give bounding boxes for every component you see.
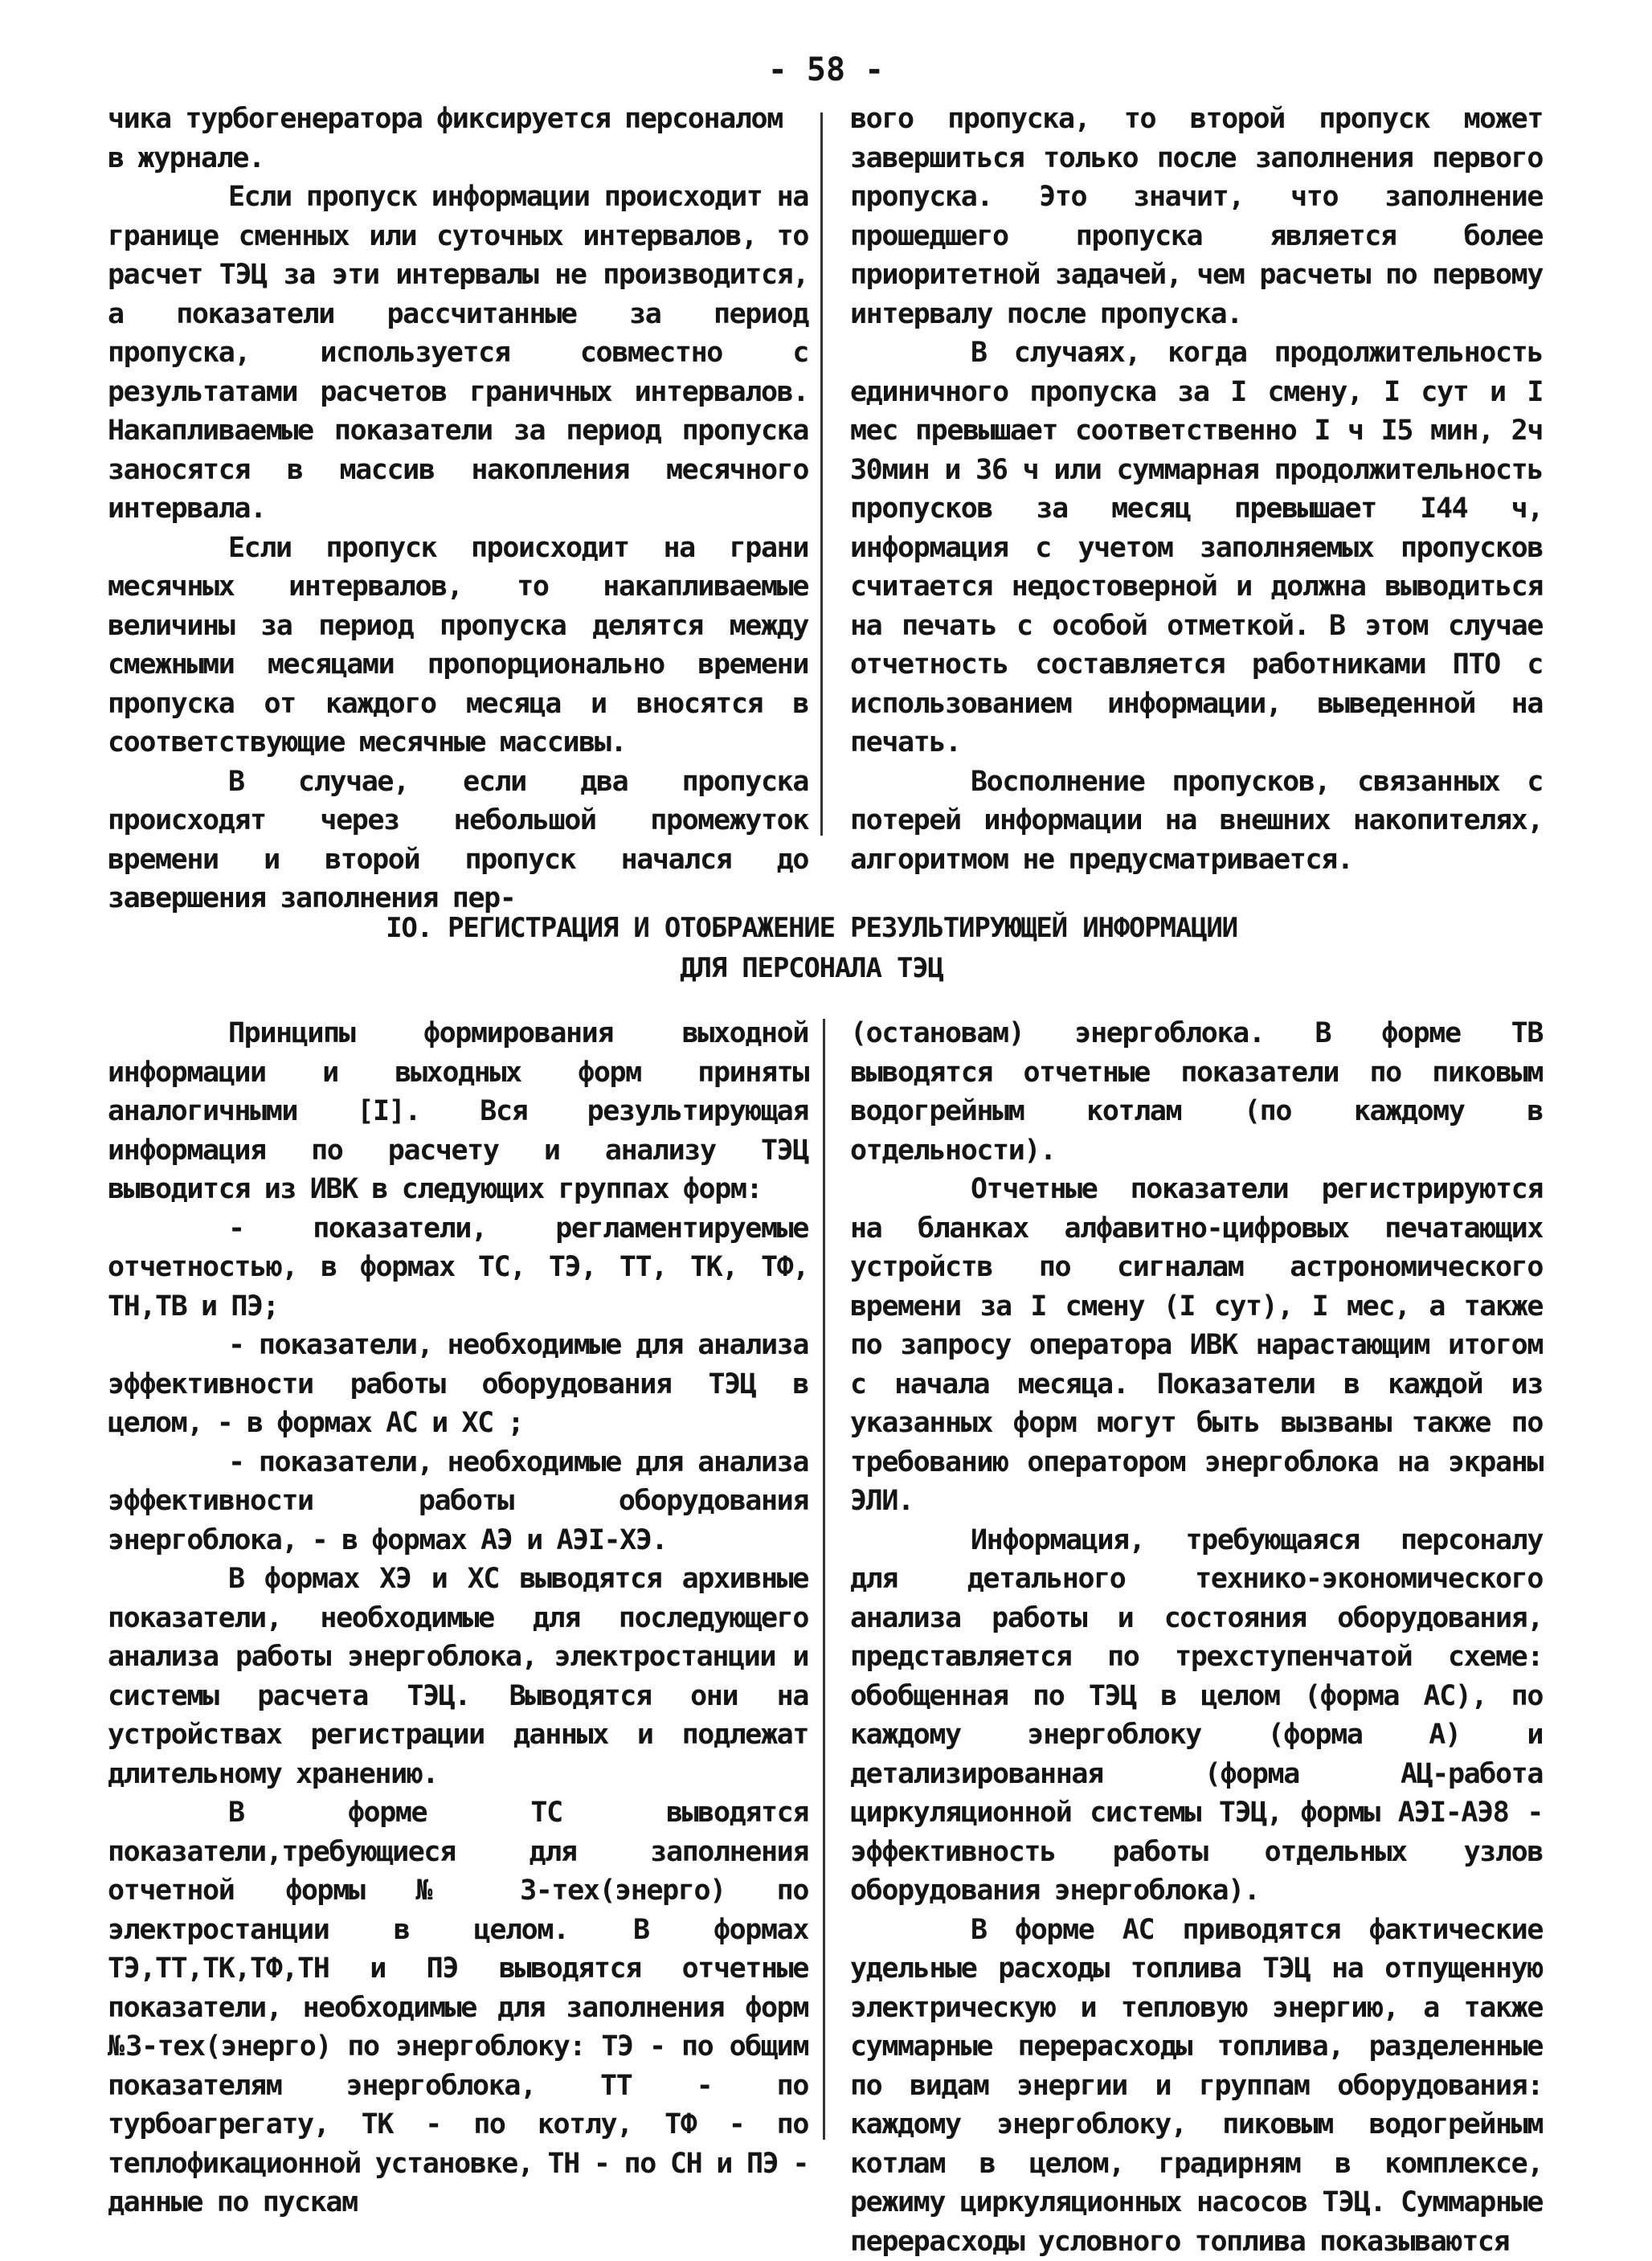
top-right-column: [850, 100, 1543, 879]
paragraph: - показатели, необходимые для анализа эффективности работы оборудования ТЭЦ в целом, - в формах АС и ХС ;: [108, 1326, 808, 1443]
paragraph: вого пропуска, то второй пропуск может завершиться только после заполнения первого пропуска. Это значит, что заполнение прошедшего пропуска является более приоритетной задачей, чем расчеты по первому интервалу после пропуска.: [850, 100, 1543, 333]
paragraph: Принципы формирования выходной информации и выходных форм приняты аналогичными [I]. Вся результирующая информация по расчету и анализу ТЭЦ выводится из ИВК в следующих группах форм:: [108, 1014, 808, 1209]
bottom-right-column: [850, 1014, 1543, 2261]
section-title-line-1: IO. РЕГИСТРАЦИЯ И ОТОБРАЖЕНИЕ РЕЗУЛЬТИРУЮЩЕЙ ИНФОРМАЦИИ: [241, 908, 1382, 948]
paragraph: Отчетные показатели регистрируются на бланках алфавитно-цифровых печатающих устройств по сигналам астрономического времени за I смену (I сут), I мес, а также по запросу оператора ИВК нарастающим итогом с начала месяца. Показатели в каждой из указанных форм могут быть вызваны также по требованию оператором энергоблока на экраны ЭЛИ.: [850, 1170, 1543, 1521]
column-divider: [820, 112, 823, 836]
paragraph: чика турбогенератора фиксируется персоналом в журнале.: [108, 100, 808, 178]
paragraph: В формах ХЭ и ХС выводятся архивные показатели, необходимые для последующего анализа работы энергоблока, электростанции и системы расчета ТЭЦ. Выводятся они на устройствах регистрации данных и подлежат длительному хранению.: [108, 1560, 808, 1793]
column-divider: [823, 1019, 825, 2140]
paragraph: В случае, если два пропуска происходят через небольшой промежуток времени и второй пропуск начался до завершения заполнения пер-: [108, 763, 808, 918]
paragraph: - показатели, регламентируемые отчетностью, в формах ТС, ТЭ, ТТ, ТК, ТФ, ТН,ТВ и ПЭ;: [108, 1209, 808, 1327]
paragraph: - показатели, необходимые для анализа эффективности работы оборудования энергоблока, - в формах АЭ и АЭI-ХЭ.: [108, 1443, 808, 1560]
bottom-left-column: [108, 1014, 808, 2222]
paragraph: В форме АС приводятся фактические удельные расходы топлива ТЭЦ на отпущенную электрическую и тепловую энергию, а также суммарные перерасходы топлива, разделенные по видам энергии и группам оборудования: каждому энергоблоку, пиковым водогрейным котлам в целом, градирням в комплексе, режиму циркуляционных насосов ТЭЦ. Суммарные перерасходы условного топлива показываются: [850, 1911, 1543, 2261]
paragraph: (остановам) энергоблока. В форме ТВ выводятся отчетные показатели по пиковым водогрейным котлам (по каждому в отдельности).: [850, 1014, 1543, 1170]
paragraph: Информация, требующаяся персоналу для детального технико-экономического анализа работы и состояния оборудования, представляется по трехступенчатой схеме: обобщенная по ТЭЦ в целом (форма АС), по каждому энергоблоку (форма А) и детализированная (форма АЦ-работа циркуляционной системы ТЭЦ, формы АЭI-АЭ8 - эффективность работы отдельных узлов оборудования энергоблока).: [850, 1521, 1543, 1911]
section-title-line-2: ДЛЯ ПЕРСОНАЛА ТЭЦ: [241, 948, 1382, 988]
page-number: - 58 -: [0, 50, 1652, 90]
paragraph: Если пропуск информации происходит на границе сменных или суточных интервалов, то расчет ТЭЦ за эти интервалы не производится, а показатели рассчитанные за период пропуска, используется совместно с результатами расчетов граничных интервалов. Накапливаемые показатели за период пропуска заносятся в массив накопления месячного интервала.: [108, 178, 808, 529]
paragraph: Если пропуск происходит на грани месячных интервалов, то накапливаемые величины за период пропуска делятся между смежными месяцами пропорционально времени пропуска от каждого месяца и вносятся в соответствующие месячные массивы.: [108, 529, 808, 763]
paragraph: В случаях, когда продолжительность единичного пропуска за I смену, I сут и I мес превышает соответственно I ч I5 мин, 2ч 30мин и 36 ч или суммарная продолжительность пропусков за месяц превышает I44 ч, информация с учетом заполняемых пропусков считается недостоверной и должна выводиться на печать с особой отметкой. В этом случае отчетность составляется работниками ПТО с использованием информации, выведенной на печать.: [850, 333, 1543, 763]
section-heading: [241, 908, 1382, 988]
paragraph: В форме ТС выводятся показатели,требующиеся для заполнения отчетной формы № 3-тех(энерго) по электростанции в целом. В формах ТЭ,ТТ,ТК,ТФ,ТН и ПЭ выводятся отчетные показатели, необходимые для заполнения форм №3-тех(энерго) по энергоблоку: ТЭ - по общим показателям энергоблока, ТТ - по турбоагрегату, ТК - по котлу, ТФ - по теплофикационной установке, ТН - по СН и ПЭ - данные по пускам: [108, 1793, 808, 2222]
paragraph: Восполнение пропусков, связанных с потерей информации на внешних накопителях, алгоритмом не предусматривается.: [850, 763, 1543, 880]
top-left-column: [108, 100, 808, 918]
